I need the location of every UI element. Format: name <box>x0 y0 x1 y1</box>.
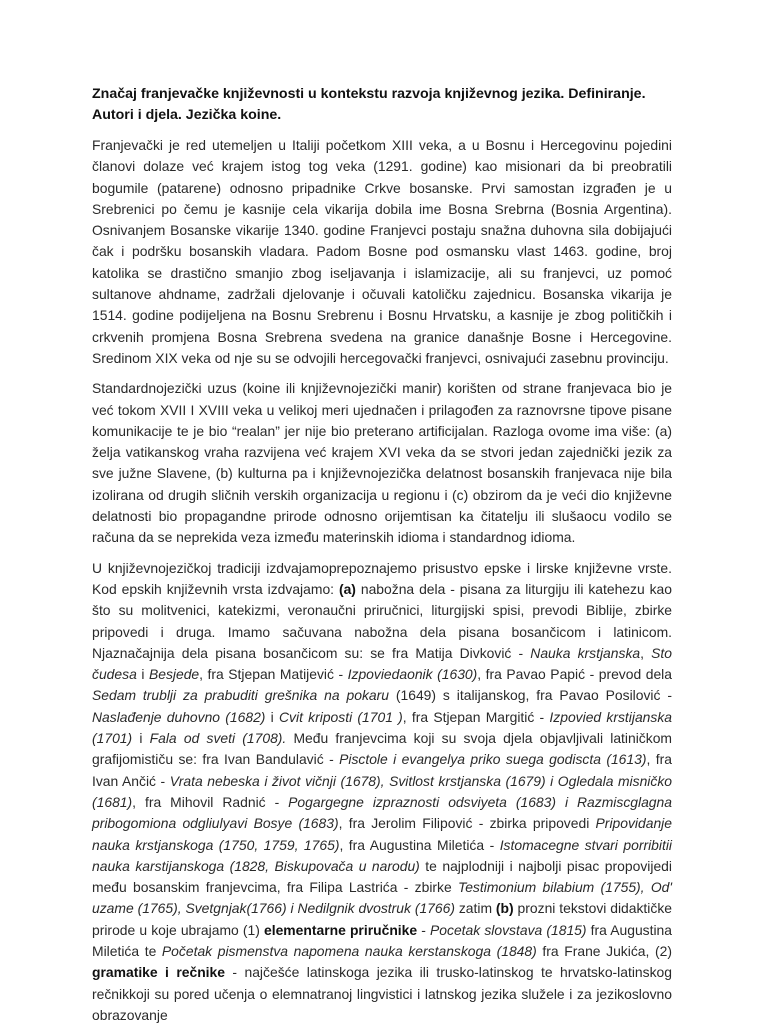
italic-title-span: Besjede <box>148 666 200 683</box>
bold-span: elementarne priručnike <box>263 921 418 938</box>
italic-title-span: Testimonium bilabium (1755), Od' uzame (1765), Svetgnjak(1766) i Nedilgnik dvostruk (1766) <box>92 879 672 917</box>
paragraph-tradition <box>92 558 672 1027</box>
italic-title-span: Istomacegne stvari porribitii nauka karstijanskoga (1828, Biskupovača u narodu) <box>92 836 673 874</box>
italic-title-span: Pogargegne izpraznosti odsviyeta (1683) i Razmiscglagna pribogomiona odgliulyavi Bosye (1683) <box>92 793 672 832</box>
text-span: Standardnojezički uzus (koine ili književnojezički manir) korišten od strane franjevaca bio je već tokom XVII I XVIII veka u velikoj meri ujednačen i prilagođen za raznovrsne tipove pisane komunikacije te je bio “realan” jer nije bio preterano artificijalan. Razloga ovome ima više: (a) želja vatikanskog vraha razvijena već krajem XVI veka da se stvori jedan zajednički jezik za sve južne Slavene, (b) kulturna pa i književnojezička delatnost bosanskih franjevaca nije bila izolirana od drugih sličnih verskih organizacija u regionu i (c) obzirom da je veći dio književne delatnosti bio propagandne prirode odnosno orijemtisan ka čitatelju ili slušaocu vodilo se računa da se neprekida veza između materinskih idioma i standardnog idioma. <box>92 380 672 546</box>
italic-title-span: Početak pismenstva napomena nauka kerstanskoga (1848) <box>161 942 537 959</box>
text-span: , fra Augustina Miletića - <box>339 836 500 853</box>
italic-title-span: Vrata nebeska i život vičnji (1678), Svitlost krstjanska (1679) i Ogledala misničko (1681) <box>92 772 672 810</box>
text-span: i <box>136 666 149 683</box>
text-span: , fra Pavao Papić - prevod dela <box>477 666 672 683</box>
text-span: Franjevački je red utemeljen u Italiji početkom XIII veka, a u Bosnu i Hercegovinu pojedini članovi dolaze već krajem istog tog veka (1291. godine) kao misionari da bi preobratili bogumile (patarene) odnosno pripadnike Crkve bosanske. Prvi samostan izgrađen je u Srebrenici po čemu je kasnije cela vikarija dobila ime Bosna Srebrna (Bosnia Argentina). Osnivanjem Bosanske vikarije 1340. godine Franjevci postaju snažna duhovna sila dobijajući čak i podršku bosanskih vladara. Padom Bosne pod osmansku vlast 1463. godine, broj katolika se drastično smanjio zbog iseljavanja i islamizacije, ali su franjevci, uz pomoć sultanove ahdname, zadržali djelovanje i očuvali katoličku zajednicu. Bosanska vikarija je 1514. godine podijeljena na Bosnu Srebrenu i Bosnu Hrvatsku, a kasnije je zbog političkih i crkvenih promjena Bosna Srebrena svedena na granice današnje Bosne i Hercegovine. Sredinom XIX veka od nje su se odvojili hercegovački franjevci, osnivajući zasebnu provinciju. <box>92 137 672 366</box>
document-page <box>92 84 672 1035</box>
text-span: , fra Stjepan Margitić - <box>402 708 550 725</box>
text-span: te najplodniji i najbolji pisac propovijedi među bosanskim franjevcima, fra Filipa Lastrića - zbirke <box>92 857 672 896</box>
paragraph-koine <box>92 378 672 548</box>
italic-title-span: Fala od sveti (1708). <box>149 730 287 747</box>
italic-title-span: Pisctole i evangelya priko suega godiscta (1613) <box>339 751 647 768</box>
text-span: , fra Jerolim Filipović - zbirka pripovedi <box>338 815 596 832</box>
text-span: - najčešće latinskoga jezika ili trusko-latinskog te hrvatsko-latinskog rečnikkoji su pored učenja o elemnatranoj lingvistici i latnskog jezika služele i za jezikoslovno obrazovanje <box>92 964 672 1023</box>
italic-title-span: Sedam trublji za prabuditi grešnika na pokaru <box>92 687 389 704</box>
text-span: - <box>417 921 431 938</box>
text-span: , <box>640 644 652 661</box>
text-span: U književnojezičkoj tradiciji izdvajamoprepoznajemo prisustvo epske i lirske književne vrste. Kod epskih književnih vrsta izdvajamo: <box>92 559 672 597</box>
text-span: , fra Ivan Ančić - <box>92 751 672 789</box>
italic-title-span: Pocetak slovstava (1815) <box>430 921 587 938</box>
text-span: (1649) s italijanskog, fra Pavao Posilović - <box>388 687 672 704</box>
bold-span: (b) <box>495 900 514 917</box>
italic-title-span: Naslađenje duhovno (1682) <box>92 708 266 725</box>
bold-span: (a) <box>338 580 356 597</box>
italic-title-span: Izpoviedaonik (1630) <box>347 666 478 683</box>
bold-span: gramatike i rečnike <box>92 964 225 981</box>
text-span: fra Frane Jukića, (2) <box>536 942 672 959</box>
italic-title-span: Sto čudesa <box>92 644 672 683</box>
italic-title-span: Izpovied krstijanska (1701) <box>92 708 673 747</box>
text-span: prozni tekstovi didaktičke prirode u koje ubrajamo (1) <box>92 900 672 938</box>
text-span: , fra Stjepan Matijević - <box>199 666 348 683</box>
text-span: Među franjevcima koji su svoja djela objavljivali latiničkom grafijomističu se: fra Ivan Bandulavić - <box>92 730 672 768</box>
text-span: fra Augustina Miletića te <box>92 921 673 959</box>
paragraph-history <box>92 135 672 369</box>
italic-title-span: Nauka krstjanska <box>530 644 641 661</box>
italic-title-span: Cvit kriposti (1701 ) <box>279 708 403 725</box>
document-title: Značaj franjevačke književnosti u kontekstu razvoja književnog jezika. Definiranje. Autori i djela. Jezička koine. <box>92 86 646 123</box>
text-span: zatim <box>454 900 496 917</box>
text-span: , fra Mihovil Radnić - <box>132 793 289 810</box>
italic-title-span: Pripovidanje nauka krstjanskoga (1750, 1759, 1765) <box>92 815 672 853</box>
text-span: i <box>132 730 150 747</box>
text-span: nabožna dela - pisana za liturgiju ili katehezu kao što su molitvenici, katekizmi, veronaučni priručnici, liturgijski spisi, prevodi Biblije, zbirke pripovedi i druga. Imamo sačuvana nabožna dela pisana bosančicom i latinicom. Njaznačajnija dela pisana bosančicom su: se fra Matija Divković - <box>92 580 673 661</box>
text-span: i <box>265 708 279 725</box>
